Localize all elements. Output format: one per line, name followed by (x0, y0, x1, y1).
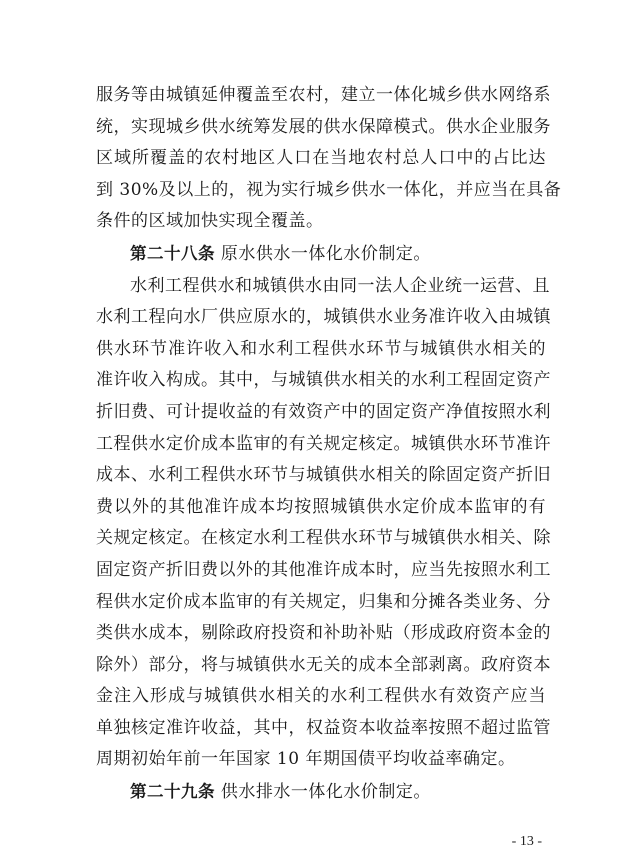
text-line: 折旧费、可计提收益的有效资产中的固定资产净值按照水利 (96, 401, 551, 422)
text-line: 固定资产折旧费以外的其他准许成本时，应当先按照水利工 (96, 559, 551, 580)
article-28-title: 原水供水一体化水价制定。 (220, 243, 431, 264)
article-29-heading (96, 776, 546, 809)
text-line: 到 30%及以上的，视为实行城乡供水一体化，并应当在具备 (96, 179, 562, 200)
page-number: - 13 - (511, 834, 542, 849)
text-line: 统，实现城乡供水统筹发展的供水保障模式。供水企业服务 (96, 116, 551, 137)
text-line: 单独核定准许收益，其中，权益资本收益率按照不超过监管 (96, 717, 551, 738)
text-line: 服务等由城镇延伸覆盖至农村，建立一体化城乡供水网络系 (96, 85, 551, 105)
text-line: 除外）部分，将与城镇供水无关的成本全部剥离。政府资本 (96, 654, 551, 675)
text-line: 金注入形成与城镇供水相关的水利工程供水有效资产应当 (96, 686, 546, 707)
text-line: 类供水成本，剔除政府投资和补助补贴（形成政府资本金的 (96, 623, 551, 644)
paragraph-continued (96, 80, 562, 238)
text-line: 供水环节准许收入和水利工程供水环节与城镇供水相关的 (96, 338, 546, 359)
text-line: 成本、水利工程供水环节与城镇供水相关的除固定资产折旧 (96, 465, 551, 486)
document-body (96, 80, 562, 809)
text-line: 准许收入构成。其中，与城镇供水相关的水利工程固定资产 (96, 370, 551, 391)
text-line: 条件的区域加快实现全覆盖。 (96, 211, 324, 232)
article-29-label: 第二十九条 (130, 782, 215, 802)
text-line: 周期初始年前一年国家 10 年期国债平均收益率确定。 (96, 749, 516, 770)
article-28-line (96, 238, 546, 271)
text-line: 费以外的其他准许成本均按照城镇供水定价成本监审的有 (96, 496, 546, 517)
article-28-paragraph (96, 271, 551, 777)
text-line: 区域所覆盖的农村地区人口在当地农村总人口中的占比达 (96, 148, 546, 169)
article-29-title: 供水排水一体化水价制定。 (220, 782, 431, 803)
text-line: 程供水定价成本监审的有关规定，归集和分摊各类业务、分 (96, 591, 551, 612)
article-29-line (96, 776, 546, 809)
text-line: 工程供水定价成本监审的有关规定核定。城镇供水环节准许 (96, 433, 551, 454)
article-28-heading (96, 238, 546, 271)
text-line: 关规定核定。在核定水利工程供水环节与城镇供水相关、除 (96, 528, 551, 549)
article-28-label: 第二十八条 (130, 243, 215, 263)
text-line: 水利工程供水和城镇供水由同一法人企业统一运营、且 (130, 275, 550, 296)
text-line: 水利工程向水厂供应原水的，城镇供水业务准许收入由城镇 (96, 307, 551, 328)
